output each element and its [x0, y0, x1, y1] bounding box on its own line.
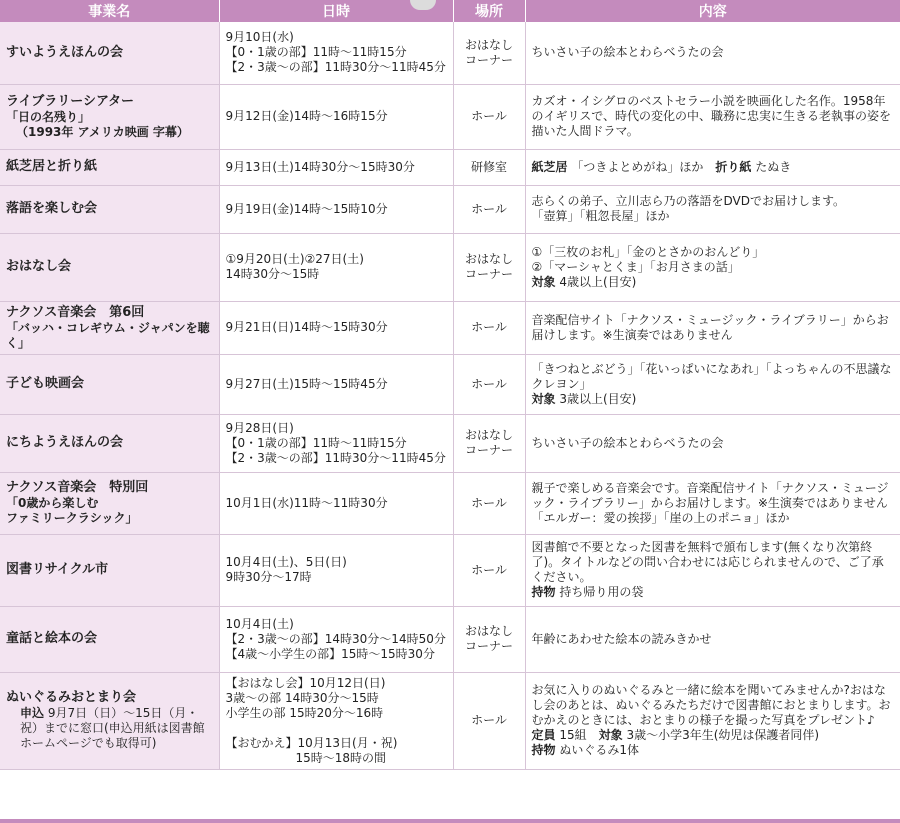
- table-row: [0, 606, 900, 672]
- content-line: [532, 362, 895, 392]
- content-line: [532, 481, 895, 511]
- header-event-name: 事業名: [0, 0, 219, 22]
- datetime-line: 【0・1歳の部】11時～11時15分: [225, 45, 407, 60]
- event-name: にちようえほんの会: [6, 435, 124, 450]
- content-line: [532, 313, 895, 343]
- content-label: 対象: [598, 728, 623, 742]
- content-cell: [525, 534, 900, 606]
- event-name: ナクソス音楽会 特別回: [6, 480, 149, 495]
- event-name-cell: [0, 354, 219, 414]
- datetime-cell: [219, 534, 453, 606]
- content-line: [532, 392, 895, 407]
- datetime-cell: [219, 606, 453, 672]
- content-line: [532, 194, 895, 209]
- content-text: たぬき: [755, 159, 792, 174]
- datetime-line: 【2・3歳～の部】11時30分～11時45分: [225, 450, 446, 465]
- event-name-cell: [0, 301, 219, 354]
- table-row: [0, 534, 900, 606]
- content-line: [532, 683, 895, 728]
- datetime-line: 9月10日(水): [225, 30, 294, 45]
- content-label: 対象: [531, 391, 556, 406]
- table-row: [0, 185, 900, 233]
- place-cell: [453, 534, 525, 606]
- datetime-line: 9月28日(日): [225, 420, 294, 435]
- event-name-sub: 「日の名残り」: [6, 109, 91, 124]
- datetime-line: 【4歳～小学生の部】15時～15時30分: [225, 646, 435, 661]
- content-cell: [525, 472, 900, 534]
- place-line: ホール: [471, 109, 507, 123]
- place-line: コーナー: [464, 443, 513, 457]
- event-name-cell: [0, 185, 219, 233]
- table-row: [0, 414, 900, 472]
- event-name-cell: [0, 414, 219, 472]
- datetime-cell: [219, 22, 453, 84]
- place-line: コーナー: [464, 639, 513, 653]
- event-name: ぬいぐるみおとまり会: [6, 690, 137, 705]
- content-text: ②「マーシャとくま」「お月さまの話」: [531, 259, 740, 274]
- event-name-cell: [0, 84, 219, 149]
- datetime-line: 9月19日(金)14時～15時10分: [225, 201, 388, 216]
- content-cell: [525, 233, 900, 301]
- place-line: 研修室: [470, 159, 507, 174]
- table-row: [0, 84, 900, 149]
- datetime-cell: [219, 149, 453, 185]
- content-text: 「きつねとぶどう」「花いっぱいになあれ」「よっちゃんの不思議なクレヨン」: [531, 361, 892, 391]
- event-name-cell: [0, 606, 219, 672]
- table-row: [0, 149, 900, 185]
- table-row: [0, 472, 900, 534]
- datetime-line: 9月27日(土)15時～15時45分: [225, 376, 388, 391]
- event-name: 図書リサイクル市: [6, 562, 109, 577]
- place-cell: [453, 84, 525, 149]
- content-cell: [525, 672, 900, 769]
- content-text: 志らくの弟子、立川志ら乃の落語をDVDでお届けします。: [531, 194, 846, 208]
- datetime-cell: [219, 672, 453, 769]
- event-name-sub: ファミリークラシック」: [6, 511, 138, 525]
- content-text: 持ち帰り用の袋: [559, 585, 644, 599]
- place-cell: [453, 672, 525, 769]
- event-name: 童話と絵本の会: [6, 631, 98, 646]
- content-label: 折り紙: [715, 159, 752, 174]
- datetime-line: 【2・3歳～の部】11時30分～11時45分: [225, 60, 446, 75]
- datetime-line: 【おはなし会】10月12日(日): [225, 675, 386, 690]
- table-row: [0, 354, 900, 414]
- datetime-cell: [219, 301, 453, 354]
- content-text: 「エルガー：愛の挨拶」「崖の上のポニョ」ほか: [531, 510, 790, 525]
- header-content: 内容: [525, 0, 900, 22]
- content-text: 4歳以上(目安): [559, 274, 637, 289]
- place-line: コーナー: [464, 267, 513, 281]
- event-name-note: [6, 706, 213, 751]
- table-row: [0, 233, 900, 301]
- datetime-cell: [219, 233, 453, 301]
- content-text: カズオ・イシグロのベストセラー小説を映画化した名作。1958年のイギリスで、時代の変化の中、職務に忠実に生きる老執事の姿を描いた人間ドラマ。: [531, 94, 892, 138]
- content-line: [532, 45, 895, 60]
- place-line: ホール: [471, 320, 507, 334]
- bottom-rule: [0, 819, 900, 823]
- place-cell: [453, 233, 525, 301]
- content-line: [532, 511, 895, 526]
- note-label: 申込: [20, 706, 45, 720]
- content-text: 図書館で不要となった図書を無料で頒布します(無くなり次第終了)。タイトルなどの問い合わせには応じられませんので、ご了承ください。: [531, 540, 884, 584]
- event-name-cell: [0, 472, 219, 534]
- event-name-sub: 「0歳から楽しむ: [6, 496, 99, 510]
- content-text: 親子で楽しめる音楽会です。音楽配信サイト「ナクソス・ミュージック・ライブラリー」からお届けします。※生演奏ではありません: [531, 480, 889, 510]
- note-text: 9月7日（日）～15日（月・祝）までに窓口(申込用紙は図書館ホームページでも取得可): [20, 706, 205, 750]
- place-line: ホール: [471, 376, 507, 391]
- content-label: 持物: [531, 585, 556, 599]
- place-line: ホール: [471, 201, 507, 216]
- datetime-line: 10月4日(土)、5日(日): [225, 555, 347, 569]
- content-label: 定員: [531, 728, 556, 742]
- content-text: ちいさい子の絵本とわらべうたの会: [531, 435, 724, 450]
- content-line: [532, 209, 895, 224]
- content-text: 音楽配信サイト「ナクソス・ミュージック・ライブラリー」からお届けします。※生演奏ではありません: [531, 312, 889, 342]
- datetime-line: 10月1日(水)11時～11時30分: [225, 495, 388, 510]
- event-name-cell: [0, 149, 219, 185]
- place-cell: [453, 22, 525, 84]
- place-cell: [453, 606, 525, 672]
- event-name-cell: [0, 22, 219, 84]
- datetime-cell: [219, 472, 453, 534]
- content-line: [532, 275, 895, 290]
- content-text: 15組: [559, 728, 599, 742]
- content-text: ①「三枚のお札」「金のとさかのおんどり」: [531, 244, 765, 259]
- datetime-line: 15時～18時の間: [295, 750, 387, 765]
- content-line: [532, 540, 895, 585]
- event-name-cell: [0, 233, 219, 301]
- place-cell: [453, 301, 525, 354]
- datetime-cell: [219, 414, 453, 472]
- datetime-line: ①9月20日(土)②27日(土): [225, 252, 364, 266]
- content-line: [532, 585, 895, 600]
- content-cell: [525, 606, 900, 672]
- datetime-line: 9月13日(土)14時30分～15時30分: [225, 159, 415, 174]
- datetime-cell: [219, 354, 453, 414]
- content-text: 「壺算」「粗忽長屋」ほか: [531, 209, 670, 223]
- place-line: おはなし: [464, 252, 513, 266]
- content-label: 紙芝居: [531, 159, 568, 174]
- content-cell: [525, 22, 900, 84]
- content-cell: [525, 84, 900, 149]
- datetime-line: 9月12日(金)14時～16時15分: [225, 109, 388, 123]
- event-name-cell: [0, 672, 219, 769]
- place-line: ホール: [471, 495, 507, 510]
- event-name-cell: [0, 534, 219, 606]
- datetime-line: 【2・3歳～の部】14時30分～14時50分: [225, 631, 446, 646]
- place-cell: [453, 185, 525, 233]
- place-cell: [453, 472, 525, 534]
- place-cell: [453, 149, 525, 185]
- content-line: [532, 436, 895, 451]
- content-line: [532, 94, 895, 139]
- content-label: 持物: [531, 743, 556, 757]
- place-line: おはなし: [464, 428, 513, 442]
- place-line: おはなし: [464, 624, 513, 638]
- content-cell: [525, 301, 900, 354]
- datetime-line: 9時30分～17時: [225, 570, 312, 584]
- table-row: [0, 301, 900, 354]
- content-text: 年齢にあわせた絵本の読みきかせ: [531, 631, 712, 646]
- header-place: 場所: [453, 0, 525, 22]
- content-line: [532, 160, 895, 175]
- content-cell: [525, 354, 900, 414]
- place-line: ホール: [471, 713, 507, 727]
- content-text: ちいさい子の絵本とわらべうたの会: [531, 45, 724, 60]
- content-text: 3歳～小学3年生(幼児は保護者同伴): [626, 728, 820, 742]
- place-line: コーナー: [464, 52, 513, 67]
- place-cell: [453, 414, 525, 472]
- content-line: [532, 260, 895, 275]
- datetime-line: 10月4日(土): [225, 616, 294, 631]
- datetime-line: 【0・1歳の部】11時～11時15分: [225, 435, 407, 450]
- event-name-sub: 「バッハ・コレギウム・ジャパンを聴く」: [6, 320, 210, 350]
- content-label: 対象: [531, 274, 556, 289]
- datetime-line: 14時30分～15時: [225, 267, 320, 281]
- table-row: [0, 22, 900, 84]
- datetime-line: 3歳～の部 14時30分～15時: [225, 690, 379, 705]
- place-line: ホール: [471, 562, 507, 577]
- header-datetime: 日時: [219, 0, 453, 22]
- content-line: [532, 245, 895, 260]
- datetime-line: 9月21日(日)14時～15時30分: [225, 320, 388, 334]
- content-text: 3歳以上(目安): [559, 391, 637, 406]
- content-text: 「つきよとめがね」ほか: [571, 159, 716, 174]
- event-name-sub: （1993年 アメリカ映画 字幕）: [16, 124, 189, 139]
- datetime-cell: [219, 185, 453, 233]
- event-name: 落語を楽しむ会: [6, 201, 98, 216]
- datetime-line: 小学生の部 15時20分～16時: [225, 705, 384, 720]
- datetime-line: 【おむかえ】10月13日(月・祝): [225, 735, 398, 750]
- content-line: [532, 632, 895, 647]
- event-name: おはなし会: [6, 259, 72, 274]
- place-cell: [453, 354, 525, 414]
- content-line: [532, 728, 895, 743]
- content-text: ぬいぐるみ1体: [559, 743, 639, 757]
- table-header-row: [0, 0, 900, 22]
- place-line: おはなし: [464, 37, 513, 52]
- table-row: [0, 672, 900, 769]
- datetime-cell: [219, 84, 453, 149]
- event-name: 紙芝居と折り紙: [6, 159, 98, 174]
- content-cell: [525, 414, 900, 472]
- event-name: 子ども映画会: [6, 376, 85, 391]
- content-line: [532, 743, 895, 758]
- content-cell: [525, 149, 900, 185]
- event-name: すいようえほんの会: [6, 44, 124, 60]
- event-name: ナクソス音楽会 第6回: [6, 304, 145, 320]
- event-name: ライブラリーシアター: [6, 93, 135, 109]
- content-text: お気に入りのぬいぐるみと一緒に絵本を聞いてみませんか?おはなし会のあとは、ぬいぐるみたちだけで図書館におとまりします。おむかえのときには、おとまりの様子を撮った写真をプレゼント♪: [531, 683, 891, 727]
- datetime-line: [226, 721, 447, 736]
- content-cell: [525, 185, 900, 233]
